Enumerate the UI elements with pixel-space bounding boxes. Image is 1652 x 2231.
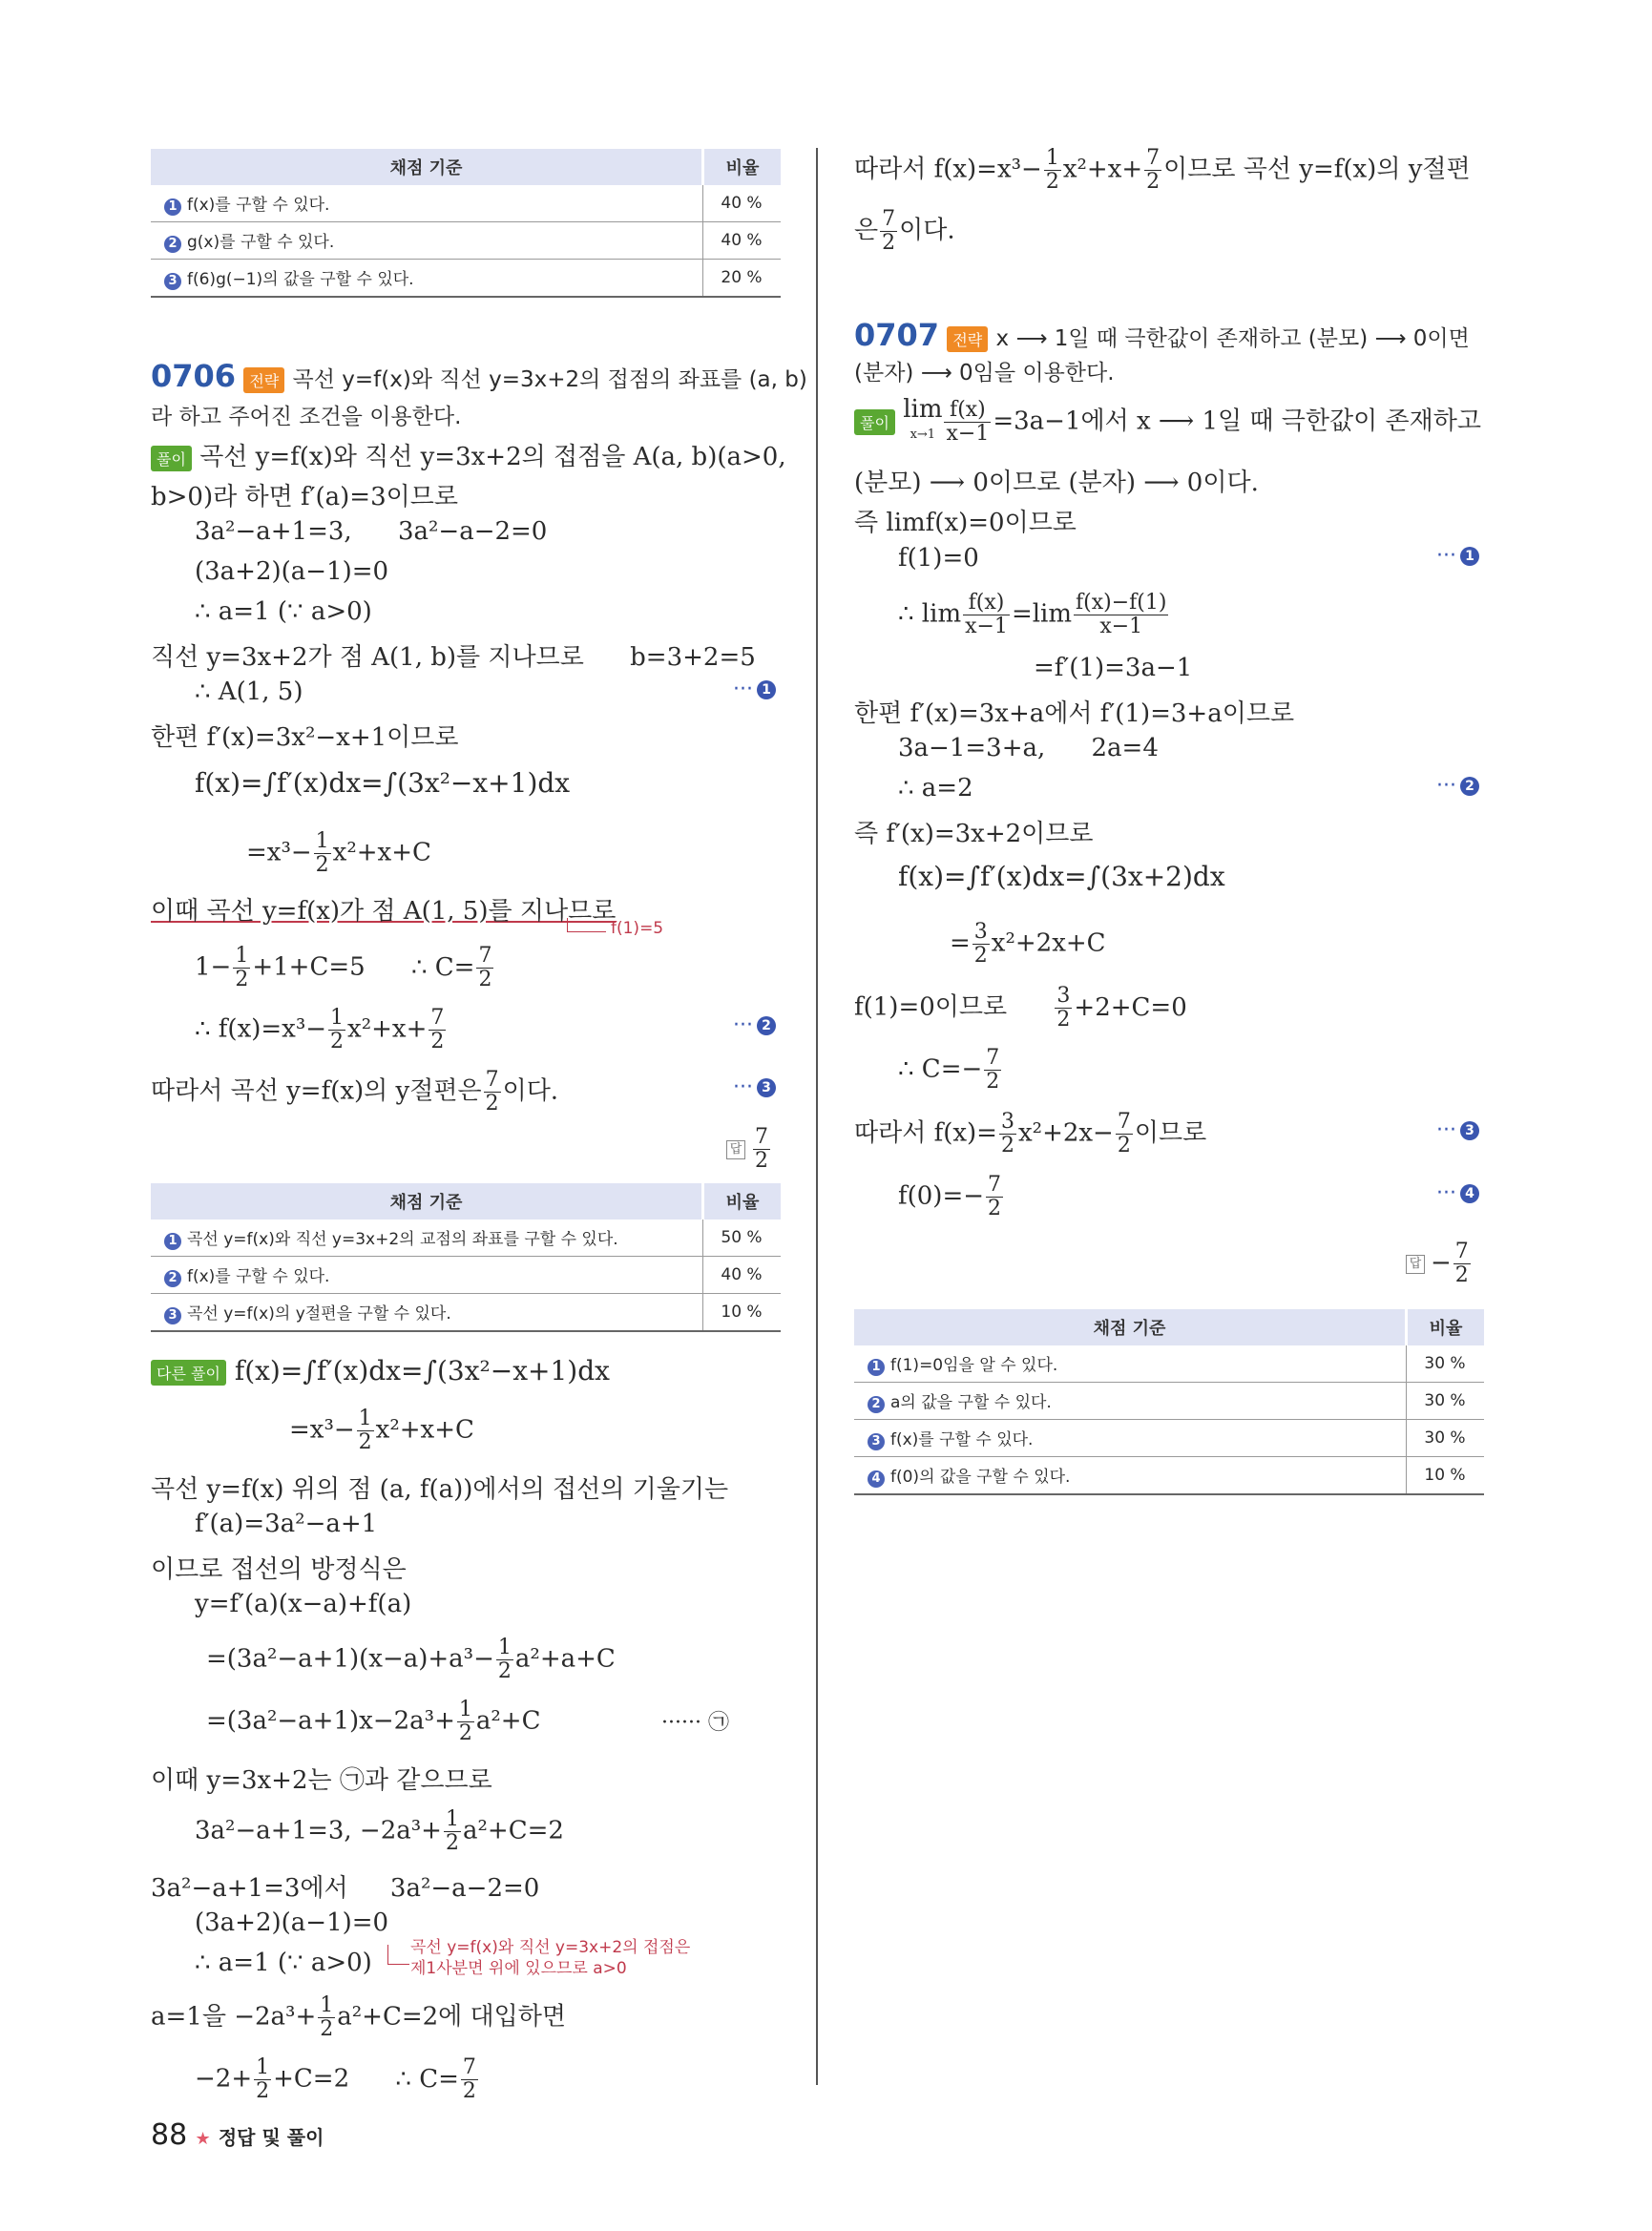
denominator: 2: [235, 968, 249, 991]
solution-line: 이므로 접선의 방정식은: [151, 1555, 407, 1584]
ratio-value: 10 %: [703, 1294, 782, 1332]
step-1-icon: 1: [757, 680, 776, 699]
strategy-text: 곡선 y=f(x)와 직선 y=3x+2의 접점의 좌표를 (a, b): [292, 367, 807, 392]
note-connector: [387, 1945, 409, 1965]
solution-line: [854, 395, 1481, 446]
step-4-icon: 4: [1460, 1184, 1479, 1203]
equation-part: 1−: [195, 952, 232, 982]
numerator: 7: [430, 1006, 445, 1030]
lim-sub: x→1: [910, 427, 936, 442]
score-table-2: [151, 1183, 781, 1332]
equation-line: [898, 1174, 1005, 1220]
equation-part: ∴ C=−: [898, 1054, 983, 1084]
lim-text: lim: [903, 395, 943, 424]
fraction: [444, 1808, 461, 1855]
step-marker: ··· 3: [1436, 1118, 1479, 1142]
denominator: 2: [988, 1197, 1002, 1220]
numerator: 3: [1000, 1110, 1014, 1134]
numerator: f(x): [963, 592, 1010, 615]
numerator: f(x): [944, 399, 991, 423]
table-row: [151, 185, 781, 222]
denominator: 2: [1454, 1263, 1469, 1287]
integral-line: f(x)=∫f′(x)dx=∫(3x²−x+1)dx: [234, 1355, 610, 1387]
numerator: 1: [458, 1698, 472, 1721]
footer-title: 정답 및 풀이: [218, 2126, 324, 2149]
equation-line: [950, 921, 1106, 968]
denominator: 2: [315, 853, 329, 877]
equation-line: f(1)=0: [898, 544, 979, 573]
equation-part: =(3a²−a+1)x−2a³+: [206, 1706, 455, 1736]
fraction: [972, 921, 990, 968]
equation-part: 3a²−a−2=0: [397, 517, 548, 546]
fraction: [944, 399, 991, 446]
numerator: 7: [485, 1068, 499, 1092]
fraction: [984, 1047, 1001, 1094]
denominator: 2: [358, 1430, 372, 1454]
equation-part: ∴ f(x)=x³−: [195, 1014, 327, 1044]
step-number-icon: 2: [164, 236, 181, 253]
fraction: [999, 1111, 1016, 1157]
criteria-text: f(x)를 구할 수 있다.: [187, 196, 330, 215]
denominator: 2: [320, 2017, 334, 2041]
step-number-icon: 2: [164, 1270, 181, 1287]
denominator: 2: [755, 1149, 768, 1173]
note-connector: [567, 918, 606, 932]
equation-part: x²+x+C: [332, 838, 431, 867]
numerator: 7: [1146, 146, 1161, 170]
equation-part: b=3+2=5: [630, 643, 756, 672]
fraction: [314, 830, 331, 877]
criteria-text: f(x)를 구할 수 있다.: [890, 1430, 1034, 1449]
ratio-value: 40 %: [703, 1257, 782, 1294]
denominator: 2: [330, 1030, 345, 1053]
equation-line: [246, 830, 431, 877]
solution-tag: 풀이: [854, 409, 895, 435]
numerator: 3: [1056, 984, 1071, 1008]
equation-line: [898, 1047, 1003, 1094]
solution-text: 이다.: [502, 1076, 559, 1106]
equation-line: [206, 1699, 540, 1745]
denominator: 2: [445, 1831, 459, 1855]
criteria-text: 곡선 y=f(x)와 직선 y=3x+2의 교점의 좌표를 구할 수 있다.: [187, 1230, 618, 1249]
equation-part: 2a=4: [1091, 734, 1159, 762]
denominator: 2: [986, 1070, 1000, 1094]
ratio-value: 40 %: [703, 222, 782, 260]
step-number-icon: 1: [868, 1359, 885, 1376]
problem-number: 0706: [151, 358, 237, 394]
table-row: [151, 1220, 781, 1257]
side-note-line: 제1사분면 위에 있으므로 a>0: [410, 1959, 627, 1978]
integral-line: f(x)=∫f′(x)dx=∫(3x+2)dx: [898, 861, 1225, 892]
step-3-icon: 3: [1460, 1121, 1479, 1140]
criteria-text: 곡선 y=f(x)의 y절편을 구할 수 있다.: [187, 1304, 451, 1324]
equation-part: a=1을 −2a³+: [151, 2002, 317, 2032]
numerator: 1: [1045, 146, 1059, 170]
numerator: 7: [478, 944, 492, 968]
equation-part: ∴ C=: [395, 2064, 459, 2094]
equation-line: y=f′(a)(x−a)+f(a): [195, 1590, 412, 1618]
equation-part: a²+a+C: [514, 1644, 616, 1674]
equation-part: =x³−: [289, 1415, 355, 1445]
step-number-icon: 1: [164, 198, 181, 216]
step-number-icon: 3: [164, 273, 181, 290]
solution-text: 은: [854, 216, 879, 245]
side-note-line: 곡선 y=f(x)와 직선 y=3x+2의 접점은: [410, 1938, 691, 1957]
page-number: 88: [151, 2118, 188, 2152]
numerator: 1: [256, 2055, 270, 2079]
table-row: [151, 1257, 781, 1294]
fraction: [1453, 1241, 1471, 1287]
equation-line: ∴ A(1, 5): [195, 678, 303, 706]
equation-line: [898, 592, 1170, 638]
ratio-value: 20 %: [703, 260, 782, 298]
answer: [726, 1126, 772, 1173]
solution-text: f(1)=0이므로: [854, 992, 1008, 1022]
solution-line: [854, 1111, 1206, 1157]
denominator: 2: [458, 1721, 472, 1745]
denominator: 2: [1117, 1134, 1131, 1157]
criteria-text: f(0)의 값을 구할 수 있다.: [890, 1468, 1071, 1487]
column-divider: [816, 148, 818, 2085]
equation-line: [289, 1407, 474, 1454]
denominator: 2: [1045, 170, 1059, 194]
numerator: 1: [358, 1407, 372, 1430]
ratio-value: 30 %: [1407, 1383, 1485, 1420]
solution-line: [151, 1069, 558, 1116]
numerator: 1: [320, 1993, 334, 2017]
solution-line: [151, 1868, 539, 1904]
criteria-text: a의 값을 구할 수 있다.: [890, 1393, 1052, 1412]
solution-line: 한편 f′(x)=3x²−x+1이므로: [151, 723, 459, 752]
solution-tag: 풀이: [151, 446, 192, 471]
denominator: x−1: [1099, 615, 1143, 638]
equation-line: [195, 945, 495, 991]
fraction: [1055, 985, 1072, 1032]
equation-part: =(3a²−a+1)(x−a)+a³−: [206, 1644, 494, 1674]
fraction: [986, 1174, 1003, 1220]
ratio-value: 30 %: [1407, 1345, 1485, 1383]
alt-solution-tag: 다른 풀이: [151, 1360, 226, 1386]
numerator: 1: [235, 944, 249, 968]
step-2-icon: 2: [1460, 777, 1479, 796]
step-marker: ··· 2: [1436, 774, 1479, 798]
limit: [903, 395, 943, 446]
answer: [1406, 1241, 1473, 1287]
problem-0706-strategy: [151, 358, 807, 394]
numerator: 3: [973, 920, 988, 944]
numerator: 1: [330, 1006, 345, 1030]
step-marker: ··· 3: [733, 1075, 776, 1099]
table-row: [151, 1294, 781, 1332]
solution-text: 이때 곡선 y=f(x)가 점 A(1, 5)를 지나므로: [151, 897, 617, 926]
fraction: [254, 2056, 271, 2103]
criteria-text: f(x)를 구할 수 있다.: [187, 1267, 330, 1286]
equation-part: =lim: [1011, 599, 1073, 629]
step-number-icon: 2: [868, 1396, 885, 1413]
denominator: 2: [485, 1092, 499, 1116]
numerator: 1: [315, 829, 329, 853]
denominator: 2: [1056, 1008, 1071, 1032]
fraction: [476, 945, 493, 991]
numerator: 1: [445, 1807, 459, 1831]
table-header-criteria: 채점 기준: [151, 1183, 703, 1220]
solution-line: [151, 437, 786, 472]
problem-0707-strategy: [854, 317, 1470, 353]
equation-part: −2+: [195, 2064, 253, 2094]
numerator: 7: [988, 1173, 1002, 1197]
table-row: [151, 260, 781, 298]
equation-line: (3a+2)(a−1)=0: [195, 1908, 389, 1937]
solution-line: [151, 891, 616, 927]
equation-line: f′(a)=3a²−a+1: [195, 1510, 378, 1538]
strategy-tag: 전략: [243, 367, 284, 393]
equation-part: ∴ C=: [410, 952, 475, 982]
equation-line: [898, 734, 1159, 762]
equation-part: +C=2: [273, 2064, 350, 2094]
equation-label: ······ ㉠: [661, 1711, 729, 1735]
solution-line: 한편 f′(x)=3x+a에서 f′(1)=3+a이므로: [854, 699, 1295, 728]
equation-part: 따라서 f(x)=: [854, 1118, 997, 1148]
equation-line: [206, 1637, 616, 1683]
solution-text: 즉 lim: [854, 509, 926, 537]
numerator: 7: [755, 1125, 768, 1149]
numerator: 1: [497, 1636, 512, 1659]
criteria-text: g(x)를 구할 수 있다.: [187, 233, 335, 252]
denominator: 2: [462, 2079, 476, 2103]
star-icon: ★: [195, 2129, 211, 2149]
equation: [1053, 984, 1187, 1032]
fraction: [457, 1699, 474, 1745]
equation-line: [195, 1808, 564, 1855]
table-row: [854, 1457, 1484, 1495]
step-marker: ··· 2: [733, 1013, 776, 1037]
equation-part: x²+2x+C: [991, 928, 1106, 958]
side-note: f(1)=5: [611, 919, 664, 938]
step-number-icon: 4: [868, 1470, 885, 1488]
equation-part: x²+x+: [347, 1014, 428, 1044]
fraction: [233, 945, 250, 991]
step-marker: ··· 4: [1436, 1181, 1479, 1205]
fraction: [496, 1637, 513, 1683]
fraction: [318, 1994, 335, 2041]
fraction: [429, 1007, 446, 1053]
numerator: 7: [1454, 1240, 1469, 1263]
table-header-criteria: 채점 기준: [854, 1309, 1407, 1345]
equation-line: [195, 1007, 448, 1053]
fraction: [1074, 592, 1168, 638]
numerator: 7: [1117, 1110, 1131, 1134]
equation-line: ∴ a=1 (∵ a>0): [195, 597, 372, 626]
equation-part: 3a²−a+1=3, −2a³+: [195, 1816, 442, 1845]
equation-part: +2+C=0: [1074, 992, 1187, 1022]
fraction: [328, 1007, 345, 1053]
denominator: x−1: [965, 615, 1008, 638]
equation-part: x²+x+C: [375, 1415, 474, 1445]
solution-line: [854, 985, 1187, 1032]
numerator: 7: [462, 2055, 476, 2079]
solution-line: [151, 1994, 566, 2041]
denominator: 2: [430, 1030, 445, 1053]
solution-text: 이므로: [1134, 1118, 1207, 1148]
score-table-3: [854, 1309, 1484, 1495]
solution-text: 3a²−a+1=3에서: [151, 1874, 348, 1903]
integral-line: f(x)=∫f′(x)dx=∫(3x²−x+1)dx: [195, 767, 571, 799]
table-row: [854, 1383, 1484, 1420]
equation-line: [195, 517, 547, 546]
table-header-ratio: 비율: [1407, 1309, 1485, 1345]
ratio-value: 10 %: [1407, 1457, 1485, 1495]
equation-part: x²+2x−: [1017, 1118, 1114, 1148]
answer-icon: 답: [1406, 1255, 1425, 1274]
ratio-value: 30 %: [1407, 1420, 1485, 1457]
numerator: 7: [882, 207, 896, 231]
step-3-icon: 3: [757, 1078, 776, 1097]
table-row: [854, 1345, 1484, 1383]
solution-text: =3a−1에서 x ⟶ 1일 때 극한값이 존재하고: [993, 407, 1481, 436]
solution-text: 이다.: [899, 216, 955, 245]
step-number-icon: 1: [164, 1233, 181, 1250]
fraction: [1044, 147, 1061, 194]
solution-text: 이므로 곡선 y=f(x)의 y절편: [1163, 155, 1471, 184]
equation-part: a²+C=2: [462, 1816, 564, 1845]
denominator: 2: [1146, 170, 1161, 194]
solution-line: b>0)라 하면 f′(a)=3이므로: [151, 483, 458, 511]
equation-part: f(0)=−: [898, 1181, 985, 1211]
step-marker: ··· 1: [1436, 544, 1479, 568]
criteria-text: f(1)=0임을 알 수 있다.: [890, 1356, 1058, 1375]
denominator: x−1: [946, 422, 990, 446]
criteria-text: f(6)g(−1)의 값을 구할 수 있다.: [187, 270, 414, 289]
alt-solution-line: [151, 1355, 610, 1387]
ratio-value: 40 %: [703, 185, 782, 222]
equation-line: =f′(1)=3a−1: [1034, 654, 1193, 682]
solution-line: 이때 y=3x+2는 ㉠과 같으므로: [151, 1766, 492, 1795]
numerator: f(x)−f(1): [1076, 591, 1167, 615]
answer-icon: 답: [726, 1140, 745, 1159]
fraction: [461, 2056, 478, 2103]
equation-part: =: [950, 928, 971, 958]
equation-part: 3a²−a−2=0: [389, 1874, 540, 1903]
fraction: [357, 1407, 374, 1454]
denominator: 2: [882, 231, 896, 255]
problem-number: 0707: [854, 317, 940, 353]
table-header-ratio: 비율: [703, 1183, 782, 1220]
equation-part: a²+C: [475, 1706, 541, 1736]
equation-part: x²+x+: [1062, 155, 1143, 184]
solution-text: 따라서 곡선 y=f(x)의 y절편은: [151, 1076, 482, 1106]
table-header-criteria: 채점 기준: [151, 149, 703, 185]
equation-line: ∴ a=2: [898, 774, 973, 803]
denominator: 2: [973, 944, 988, 968]
equation-part: ∴ lim: [898, 599, 962, 629]
step-1-icon: 1: [1460, 547, 1479, 566]
equation-part: 3a²−a+1=3,: [195, 517, 352, 546]
fraction: [484, 1069, 501, 1116]
score-table-1: [151, 149, 781, 298]
equation-part: 따라서 f(x)=x³−: [854, 155, 1042, 184]
solution-line: [854, 147, 1471, 194]
equation-part: +1+C=5: [252, 952, 366, 982]
solution-line: [151, 637, 756, 673]
denominator: 2: [478, 968, 492, 991]
equation-part: =x³−: [246, 838, 312, 867]
solution-line: 곡선 y=f(x) 위의 점 (a, f(a))에서의 접선의 기울기는: [151, 1475, 729, 1504]
side-note: [410, 1937, 690, 1979]
equation-line: [195, 2056, 480, 2103]
fraction: [963, 592, 1010, 638]
table-header-ratio: 비율: [703, 149, 782, 185]
fraction: [1116, 1111, 1133, 1157]
strategy-tag: 전략: [947, 326, 988, 352]
table-row: [151, 222, 781, 260]
step-2-icon: 2: [757, 1016, 776, 1035]
fraction: [880, 208, 897, 255]
fraction: [1144, 147, 1161, 194]
solution-text: a²+C=2에 대입하면: [337, 2002, 567, 2032]
denominator: 2: [497, 1659, 512, 1683]
step-number-icon: 3: [164, 1307, 181, 1324]
strategy-text-2: (분자) ⟶ 0임을 이용한다.: [854, 361, 1115, 386]
ratio-value: 50 %: [703, 1220, 782, 1257]
solution-line: (분모) ⟶ 0이므로 (분자) ⟶ 0이다.: [854, 469, 1259, 497]
solution-text: 직선 y=3x+2가 점 A(1, b)를 지나므로: [151, 643, 584, 672]
solution-text: 곡선 y=f(x)와 직선 y=3x+2의 접점을 A(a, b)(a>0,: [199, 443, 786, 471]
fraction: [753, 1126, 770, 1173]
step-number-icon: 3: [868, 1433, 885, 1450]
denominator: 2: [256, 2079, 270, 2103]
table-row: [854, 1420, 1484, 1457]
equation-line: (3a+2)(a−1)=0: [195, 557, 389, 586]
solution-line: 즉 f′(x)=3x+2이므로: [854, 820, 1094, 848]
equation-part: 3a−1=3+a,: [898, 734, 1046, 762]
denominator: 2: [1000, 1134, 1014, 1157]
solution-text: f(x)=0이므로: [925, 509, 1077, 537]
numerator: 7: [986, 1046, 1000, 1070]
strategy-text: x ⟶ 1일 때 극한값이 존재하고 (분모) ⟶ 0이면: [995, 326, 1470, 351]
solution-line: [854, 208, 955, 255]
equation-line: ∴ a=1 (∵ a>0): [195, 1949, 372, 1977]
solution-line: [854, 503, 1077, 538]
answer-sign: −: [1431, 1248, 1452, 1278]
step-marker: ··· 1: [733, 678, 776, 701]
page-footer: [151, 2118, 324, 2152]
strategy-text-2: 라 하고 주어진 조건을 이용한다.: [151, 405, 462, 429]
